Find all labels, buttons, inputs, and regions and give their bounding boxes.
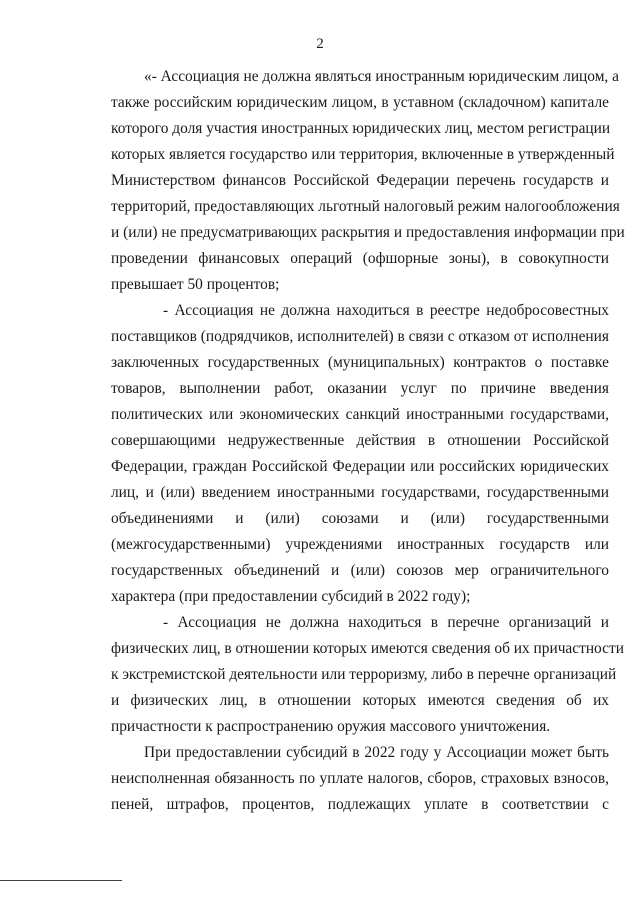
text-line: также российским юридическим лицом, в уставном (складочном) капитале xyxy=(111,94,609,111)
document-body xyxy=(111,64,625,818)
text-line: и (или) не предусматривающих раскрытия и предоставления информации при xyxy=(111,224,625,241)
text-line: к экстремистской деятельности или терроризму, либо в перечне организаций xyxy=(111,666,617,683)
text-line: проведении финансовых операций (офшорные зоны), в совокупности xyxy=(111,250,609,267)
text-line: неисполненная обязанность по уплате налогов, сборов, страховых взносов, xyxy=(111,770,609,787)
text-line: территорий, предоставляющих льготный налоговый режим налогообложения xyxy=(111,198,620,215)
text-line: превышает 50 процентов; xyxy=(111,276,280,293)
text-line: которых является государство или территория, включенные в утвержденный xyxy=(111,146,615,163)
text-line: и физических лиц, в отношении которых имеются сведения об их xyxy=(111,692,609,709)
text-line: лиц, и (или) введением иностранными государствами, государственными xyxy=(111,484,609,501)
page-number: 2 xyxy=(316,36,324,52)
text-line: заключенных государственных (муниципальных) контрактов о поставке xyxy=(111,354,609,371)
paragraph-extremism-list xyxy=(111,610,624,740)
text-line: При предоставлении субсидий в 2022 году у Ассоциации может быть xyxy=(144,744,609,761)
text-line: товаров, выполнении работ, оказании услуг по причине введения xyxy=(111,380,609,397)
footer-rule xyxy=(0,880,122,881)
paragraph-tax-obligation xyxy=(111,740,609,818)
text-line: государственных объединений и (или) союзов мер ограничительного xyxy=(111,562,609,579)
text-line: Федерации, граждан Российской Федерации или российских юридических xyxy=(111,458,609,475)
text-line: которого доля участия иностранных юридических лиц, местом регистрации xyxy=(111,120,611,137)
text-line: объединениями и (или) союзами и (или) государственными xyxy=(111,510,609,527)
text-line: (межгосударственными) учреждениями иностранных государств или xyxy=(111,536,609,553)
text-line: Министерством финансов Российской Федерации перечень государств и xyxy=(111,172,609,189)
paragraph-offshore-condition xyxy=(111,64,625,298)
text-line: совершающими недружественные действия в отношении Российской xyxy=(111,432,609,449)
text-line: характера (при предоставлении субсидий в 2022 году); xyxy=(111,588,471,605)
text-line: «- Ассоциация не должна являться иностранным юридическим лицом, а xyxy=(144,68,619,85)
paragraph-unreliable-suppliers xyxy=(111,298,609,610)
text-line: - Ассоциация не должна находиться в реестре недобросовестных xyxy=(163,302,609,319)
text-line: поставщиков (подрядчиков, исполнителей) в связи с отказом от исполнения xyxy=(111,328,609,345)
text-line: физических лиц, в отношении которых имеются сведения об их причастности xyxy=(111,640,624,657)
text-line: политических или экономических санкций иностранными государствами, xyxy=(111,406,609,423)
text-line: пеней, штрафов, процентов, подлежащих уплате в соответствии с xyxy=(111,796,609,813)
text-line: причастности к распространению оружия массового уничтожения. xyxy=(111,718,551,735)
text-line: - Ассоциация не должна находиться в перечне организаций и xyxy=(163,614,609,631)
